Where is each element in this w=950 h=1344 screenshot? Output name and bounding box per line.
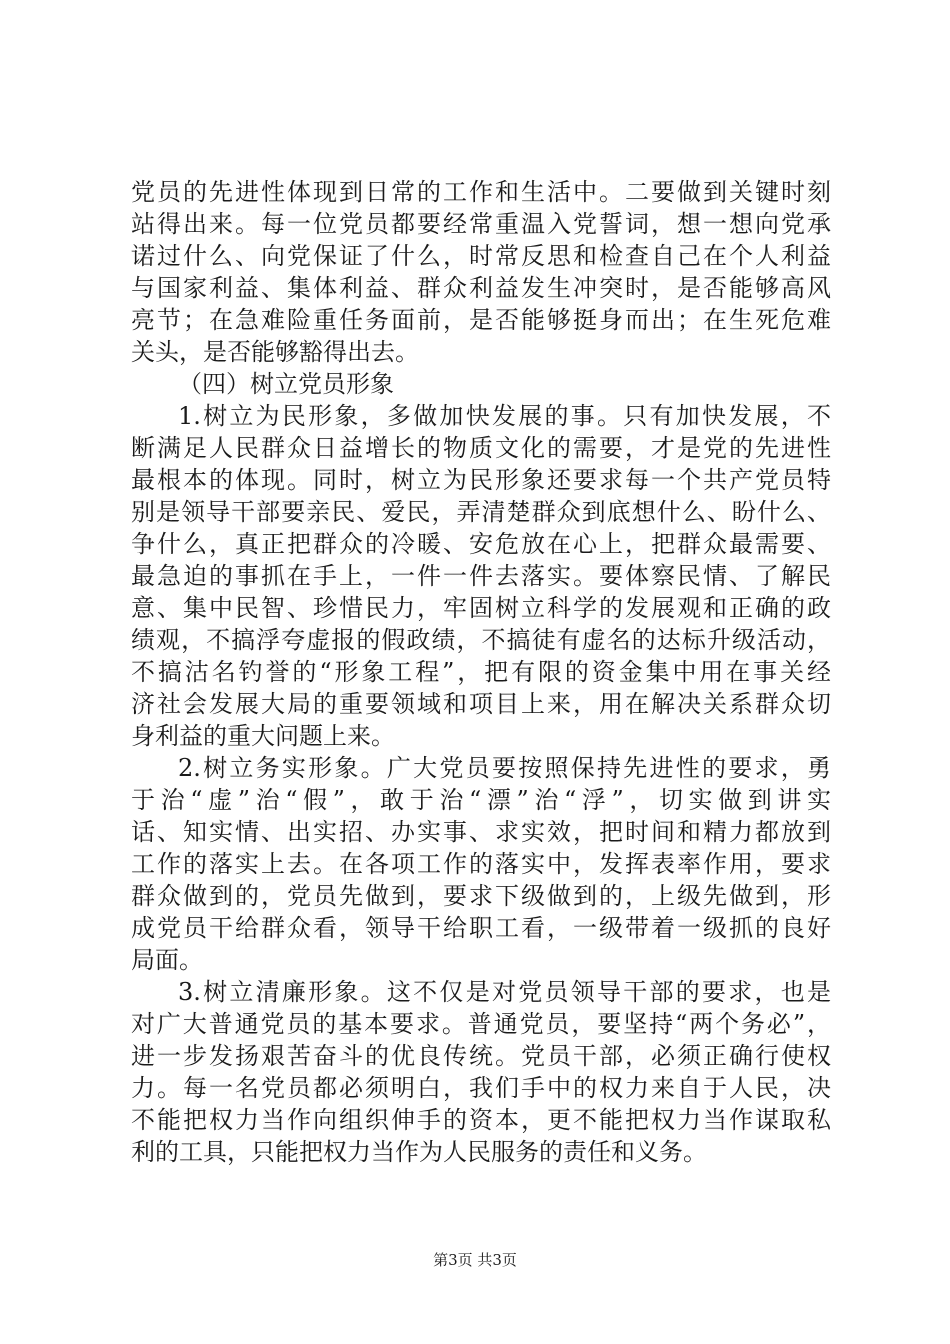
text-line: 工作的落实上去。在各项工作的落实中，发挥表率作用，要求 <box>131 850 831 878</box>
text-line: 最根本的体现。同时，树立为民形象还要求每一个共产党员特 <box>131 466 831 494</box>
text-line: 力。每一名党员都必须明白，我们手中的权力来自于人民，决 <box>131 1074 831 1102</box>
text-line: 于治“虚”治“假”，敢于治“漂”治“浮”，切实做到讲实 <box>131 786 831 814</box>
text-line: 群众做到的，党员先做到，要求下级做到的，上级先做到，形 <box>131 882 831 910</box>
text-line: 与国家利益、集体利益、群众利益发生冲突时，是否能够高风 <box>131 274 831 302</box>
text-line: 断满足人民群众日益增长的物质文化的需要，才是党的先进性 <box>131 434 831 462</box>
text-line: 亮节；在急难险重任务面前，是否能够挺身而出；在生死危难 <box>131 306 831 334</box>
paragraph-first-line: 3.树立清廉形象。这不仅是对党员领导干部的要求，也是 <box>178 978 831 1006</box>
text-line: 身利益的重大问题上来。 <box>131 722 395 750</box>
text-line: 利的工具，只能把权力当作为人民服务的责任和义务。 <box>131 1138 707 1166</box>
text-line: 成党员干给群众看，领导干给职工看，一级带着一级抓的良好 <box>131 914 831 942</box>
paragraph-first-line: 2.树立务实形象。广大党员要按照保持先进性的要求，勇 <box>178 754 831 782</box>
text-line: 对广大普通党员的基本要求。普通党员，要坚持“两个务必”， <box>131 1010 831 1038</box>
paragraph-first-line: 1.树立为民形象，多做加快发展的事。只有加快发展，不 <box>178 402 831 430</box>
text-line: 站得出来。每一位党员都要经常重温入党誓词，想一想向党承 <box>131 210 831 238</box>
text-line: 济社会发展大局的重要领域和项目上来，用在解决关系群众切 <box>131 690 831 718</box>
text-line: 意、集中民智、珍惜民力，牢固树立科学的发展观和正确的政 <box>131 594 831 622</box>
text-line: 局面。 <box>131 946 203 974</box>
text-line: 关头，是否能够豁得出去。 <box>131 338 419 366</box>
page-number-footer: 第3页 共3页 <box>433 1251 517 1269</box>
text-line: 不搞沽名钓誉的“形象工程”，把有限的资金集中用在事关经 <box>131 658 831 686</box>
text-line: 不能把权力当作向组织伸手的资本，更不能把权力当作谋取私 <box>131 1106 831 1134</box>
section-heading: （四）树立党员形象 <box>178 370 394 398</box>
text-line: 最急迫的事抓在手上，一件一件去落实。要体察民情、了解民 <box>131 562 831 590</box>
text-line: 争什么，真正把群众的冷暖、安危放在心上，把群众最需要、 <box>131 530 831 558</box>
text-line: 党员的先进性体现到日常的工作和生活中。二要做到关键时刻 <box>131 178 831 206</box>
text-line: 诺过什么、向党保证了什么，时常反思和检查自己在个人利益 <box>131 242 831 270</box>
text-line: 话、知实情、出实招、办实事、求实效，把时间和精力都放到 <box>131 818 831 846</box>
text-line: 别是领导干部要亲民、爱民，弄清楚群众到底想什么、盼什么、 <box>131 498 831 526</box>
text-line: 绩观，不搞浮夸虚报的假政绩，不搞徒有虚名的达标升级活动， <box>131 626 831 654</box>
text-line: 进一步发扬艰苦奋斗的优良传统。党员干部，必须正确行使权 <box>131 1042 831 1070</box>
